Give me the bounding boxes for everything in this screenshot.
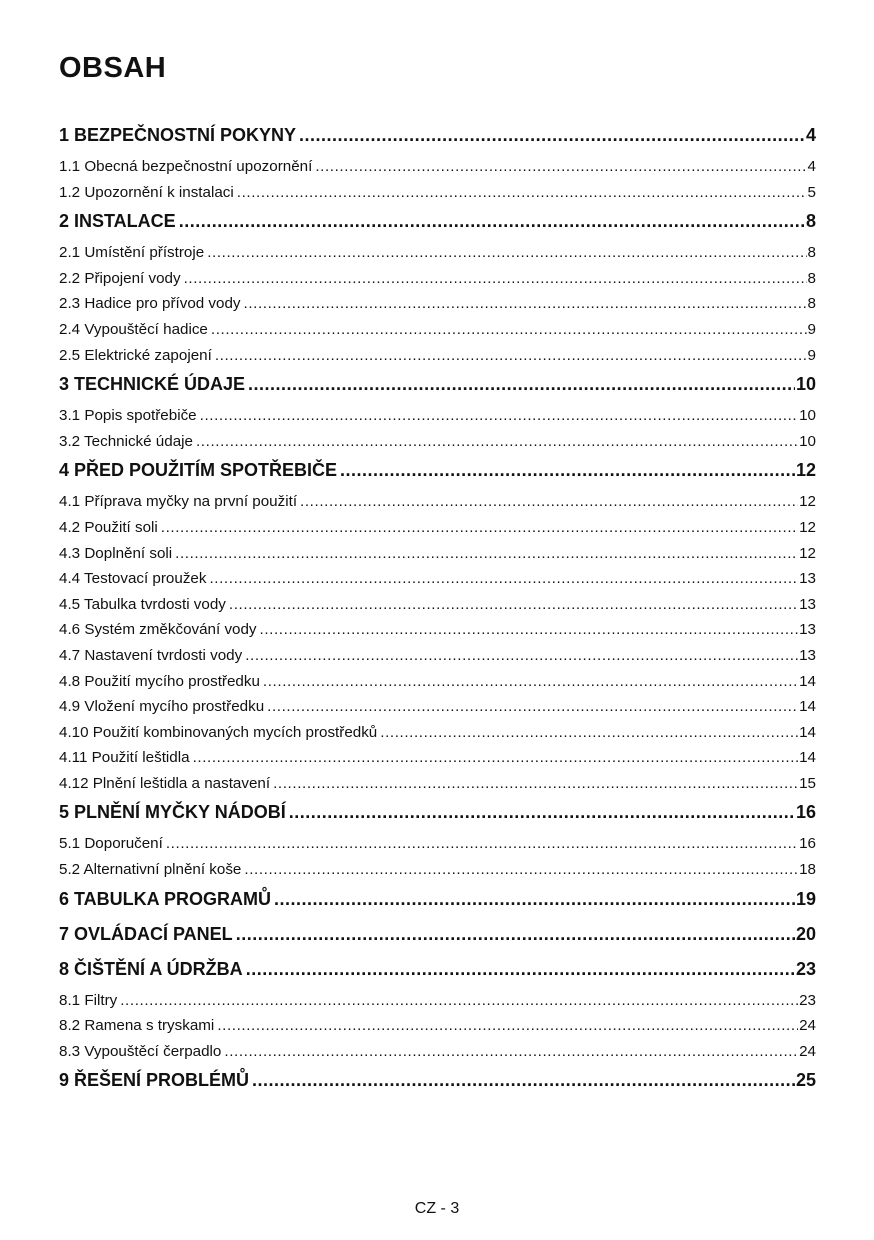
toc-dot-leader <box>193 745 799 771</box>
toc-subsection-entry[interactable] <box>59 291 816 317</box>
toc-subsection-entry[interactable] <box>59 429 816 455</box>
toc-dot-leader <box>299 120 805 150</box>
toc-entry-label: 2.1 Umístění přístroje <box>59 244 205 262</box>
toc-entry-label: 4.8 Použití mycího prostředku <box>59 672 260 690</box>
toc-entry-page-number: 4 <box>807 158 816 175</box>
toc-dot-leader <box>340 455 795 485</box>
toc-subsection-entry[interactable] <box>59 771 816 797</box>
toc-entry-page-number: 15 <box>799 774 816 792</box>
toc-section-entry[interactable] <box>59 797 816 831</box>
toc-entry-page-number: 12 <box>799 544 816 562</box>
toc-subsection-entry[interactable] <box>59 403 816 429</box>
toc-entry-label: 3 TECHNICKÉ ÚDAJE <box>59 374 246 395</box>
toc-entry-label: 8 ČIŠTĚNÍ A ÚDRŽBA <box>59 958 243 979</box>
page-number: CZ - 3 <box>414 1200 460 1217</box>
toc-dot-leader <box>161 515 798 541</box>
toc-entry-page-number: 9 <box>807 346 816 364</box>
toc-entry-page-number: 12 <box>799 493 816 511</box>
toc-dot-leader <box>244 857 798 883</box>
toc-dot-leader <box>315 154 806 180</box>
toc-dot-leader <box>166 831 798 857</box>
toc-dot-leader <box>267 694 798 720</box>
toc-entry-label: 3.2 Technické údaje <box>59 432 193 450</box>
toc-entry-page-number: 14 <box>799 698 816 716</box>
toc-subsection-entry[interactable] <box>59 857 816 883</box>
toc-entry-label: 4.4 Testovací proužek <box>59 570 207 588</box>
toc-section-entry[interactable] <box>59 369 816 403</box>
toc-dot-leader <box>248 369 795 399</box>
toc-entry-page-number: 13 <box>799 621 816 639</box>
toc-entry-page-number: 16 <box>799 835 816 853</box>
toc-subsection-entry[interactable] <box>59 489 816 515</box>
toc-dot-leader <box>252 1065 795 1095</box>
toc-entry-label: 4.3 Doplnění soli <box>59 544 173 562</box>
toc-subsection-entry[interactable] <box>59 694 816 720</box>
toc-section-entry[interactable] <box>59 455 816 489</box>
toc-entry-label: 6 TABULKA PROGRAMŮ <box>59 888 271 909</box>
toc-entry-label: 8.2 Ramena s tryskami <box>59 1017 215 1035</box>
toc-entry-label: 2.5 Elektrické zapojení <box>59 346 212 364</box>
toc-entry-page-number: 8 <box>807 269 816 287</box>
toc-entry-page-number: 13 <box>799 595 816 613</box>
toc-entry-label: 5 PLNĚNÍ MYČKY NÁDOBÍ <box>59 802 286 823</box>
toc-subsection-entry[interactable] <box>59 515 816 541</box>
toc-dot-leader <box>237 180 807 206</box>
toc-entry-page-number: 10 <box>799 407 816 425</box>
toc-entry-label: 1.1 Obecná bezpečnostní upozornění <box>59 158 313 175</box>
toc-entry-label: 4.9 Vložení mycího prostředku <box>59 698 265 716</box>
toc-dot-leader <box>246 954 795 984</box>
toc-section-entry[interactable] <box>59 954 816 988</box>
toc-subsection-entry[interactable] <box>59 266 816 292</box>
toc-dot-leader <box>300 489 798 515</box>
toc-subsection-entry[interactable] <box>59 831 816 857</box>
toc-dot-leader <box>263 669 798 695</box>
toc-section-entry[interactable] <box>59 1065 816 1099</box>
toc-subsection-entry[interactable] <box>59 1039 816 1065</box>
toc-dot-leader <box>179 206 805 236</box>
toc-entry-page-number: 18 <box>799 861 816 879</box>
toc-dot-leader <box>236 919 795 949</box>
toc-entry-label: 2.2 Připojení vody <box>59 269 181 287</box>
toc-entry-page-number: 16 <box>795 802 816 823</box>
page-title: OBSAH <box>59 52 167 84</box>
toc-entry-label: 8.1 Filtry <box>59 991 118 1009</box>
toc-entry-label: 4 PŘED POUŽITÍM SPOTŘEBIČE <box>59 460 338 481</box>
toc-dot-leader <box>207 240 806 266</box>
toc-subsection-entry[interactable] <box>59 154 816 180</box>
toc-subsection-entry[interactable] <box>59 343 816 369</box>
toc-entry-label: 4.1 Příprava myčky na první použití <box>59 493 298 511</box>
toc-subsection-entry[interactable] <box>59 1013 816 1039</box>
toc-entry-page-number: 24 <box>799 1017 816 1035</box>
toc-entry-page-number: 13 <box>799 570 816 588</box>
toc-subsection-entry[interactable] <box>59 617 816 643</box>
toc-entry-label: 5.2 Alternativní plnění koše <box>59 861 242 879</box>
toc-dot-leader <box>209 566 798 592</box>
toc-entry-page-number: 14 <box>799 672 816 690</box>
toc-entry-label: 3.1 Popis spotřebiče <box>59 407 197 425</box>
toc-entry-page-number: 8 <box>807 244 816 262</box>
toc-subsection-entry[interactable] <box>59 240 816 266</box>
toc-section-entry[interactable] <box>59 206 816 240</box>
toc-dot-leader <box>273 771 798 797</box>
toc-subsection-entry[interactable] <box>59 592 816 618</box>
toc-entry-label: 9 ŘEŠENÍ PROBLÉMŮ <box>59 1070 250 1091</box>
toc-entry-label: 1 BEZPEČNOSTNÍ POKYNY <box>59 125 297 145</box>
toc-dot-leader <box>215 343 807 369</box>
toc-dot-leader <box>184 266 807 292</box>
toc-subsection-entry[interactable] <box>59 643 816 669</box>
toc-entry-page-number: 5 <box>807 183 816 201</box>
toc-entry-page-number: 10 <box>799 432 816 450</box>
toc-entry-page-number: 12 <box>799 518 816 536</box>
toc-entry-page-number: 8 <box>807 295 816 313</box>
toc-entry-page-number: 14 <box>799 749 816 767</box>
toc-entry-label: 5.1 Doporučení <box>59 835 163 853</box>
toc-entry-page-number: 10 <box>795 374 816 395</box>
toc-entry-page-number: 20 <box>795 923 816 944</box>
toc-subsection-entry[interactable] <box>59 541 816 567</box>
toc-dot-leader <box>245 643 798 669</box>
toc-dot-leader <box>244 291 807 317</box>
toc-entry-page-number: 25 <box>795 1070 816 1091</box>
toc-entry-page-number: 13 <box>799 646 816 664</box>
toc-subsection-entry[interactable] <box>59 669 816 695</box>
toc-dot-leader <box>211 317 807 343</box>
toc-entry-label: 2.4 Vypouštěcí hadice <box>59 320 208 338</box>
toc-entry-page-number: 4 <box>805 125 816 145</box>
toc-entry-label: 1.2 Upozornění k instalaci <box>59 183 234 201</box>
toc-subsection-entry[interactable] <box>59 317 816 343</box>
toc-dot-leader <box>224 1039 798 1065</box>
toc-subsection-entry[interactable] <box>59 745 816 771</box>
table-of-contents <box>59 120 816 1099</box>
toc-subsection-entry[interactable] <box>59 566 816 592</box>
toc-entry-page-number: 23 <box>799 991 816 1009</box>
toc-entry-page-number: 23 <box>795 958 816 979</box>
toc-entry-page-number: 12 <box>795 460 816 481</box>
toc-section-entry[interactable] <box>59 919 816 953</box>
toc-dot-leader <box>175 541 798 567</box>
toc-entry-label: 4.10 Použití kombinovaných mycích prostředků <box>59 723 378 741</box>
toc-entry-label: 4.2 Použití soli <box>59 518 158 536</box>
toc-dot-leader <box>200 403 798 429</box>
toc-dot-leader <box>217 1013 798 1039</box>
toc-entry-page-number: 8 <box>805 211 816 232</box>
toc-dot-leader <box>196 429 798 455</box>
toc-dot-leader <box>289 797 795 827</box>
toc-dot-leader <box>120 988 798 1014</box>
toc-entry-label: 4.6 Systém změkčování vody <box>59 621 257 639</box>
toc-section-entry[interactable] <box>59 884 816 918</box>
toc-entry-label: 4.11 Použití leštidla <box>59 749 190 767</box>
toc-dot-leader <box>274 884 795 914</box>
toc-subsection-entry[interactable] <box>59 988 816 1014</box>
toc-section-entry[interactable] <box>59 120 816 154</box>
toc-entry-label: 2.3 Hadice pro přívod vody <box>59 295 241 313</box>
toc-entry-page-number: 24 <box>799 1042 816 1060</box>
toc-dot-leader <box>229 592 798 618</box>
toc-entry-label: 4.5 Tabulka tvrdosti vody <box>59 595 226 613</box>
toc-dot-leader <box>260 617 799 643</box>
toc-dot-leader <box>380 720 798 746</box>
toc-entry-label: 8.3 Vypouštěcí čerpadlo <box>59 1042 222 1060</box>
toc-subsection-entry[interactable] <box>59 180 816 206</box>
toc-entry-label: 4.7 Nastavení tvrdosti vody <box>59 646 243 664</box>
toc-entry-label: 2 INSTALACE <box>59 211 176 232</box>
toc-subsection-entry[interactable] <box>59 720 816 746</box>
toc-entry-page-number: 9 <box>807 320 816 338</box>
toc-entry-label: 4.12 Plnění leštidla a nastavení <box>59 774 271 792</box>
toc-entry-page-number: 19 <box>795 888 816 909</box>
toc-entry-page-number: 14 <box>799 723 816 741</box>
toc-entry-label: 7 OVLÁDACÍ PANEL <box>59 923 233 944</box>
